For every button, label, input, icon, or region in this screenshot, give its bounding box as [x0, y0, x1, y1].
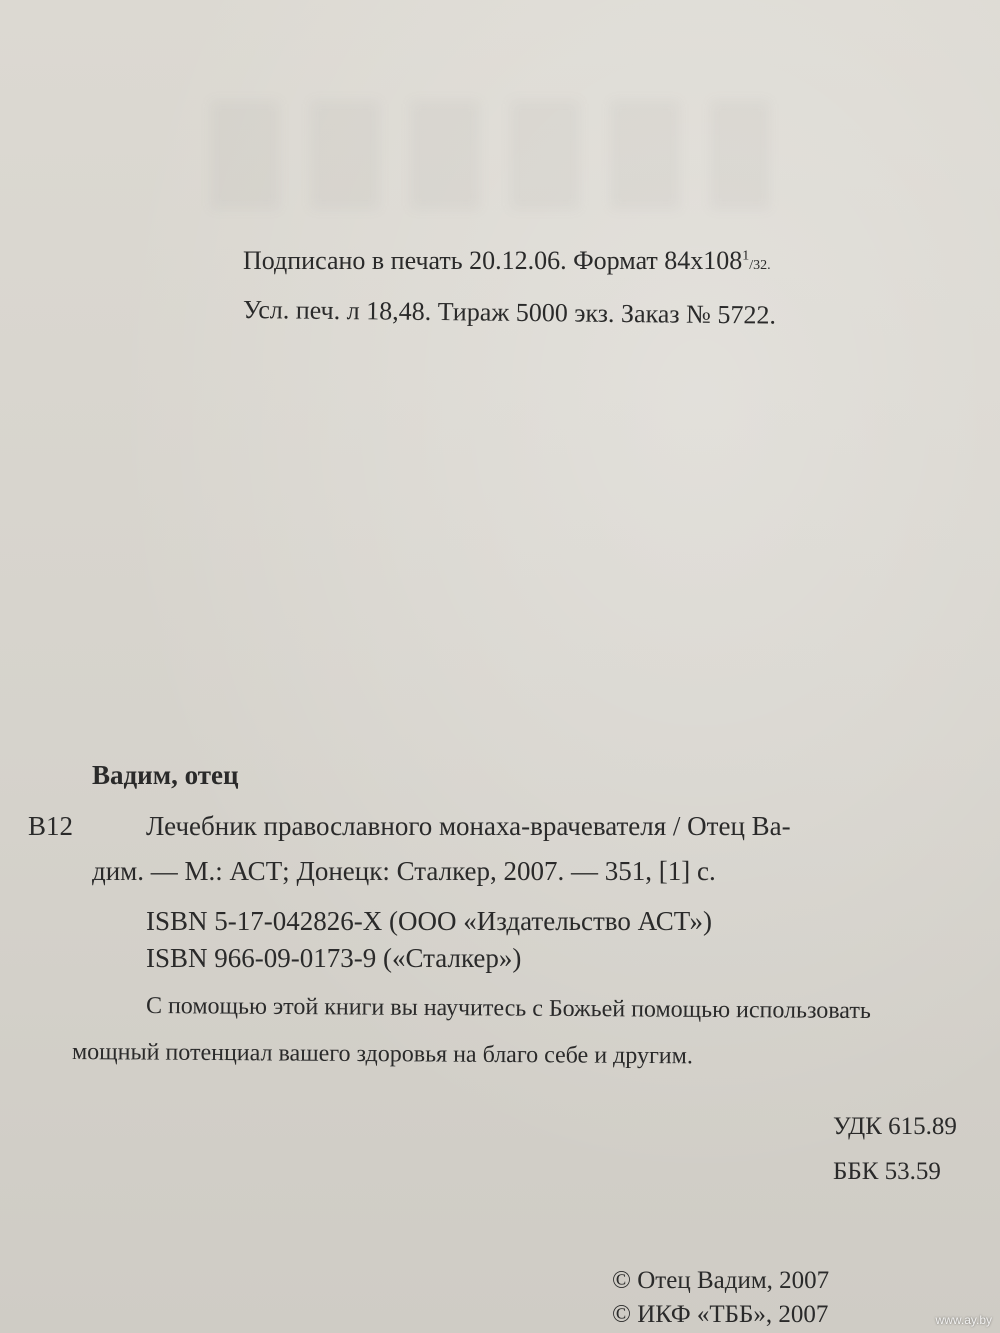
site-watermark: www.ay.by — [935, 1313, 992, 1327]
isbn-line-2: ISBN 966-09-0173-9 («Сталкер») — [146, 943, 522, 973]
isbn-line-1: ISBN 5-17-042826-X (ООО «Издательство АСТ») — [146, 906, 713, 936]
format-fraction-numerator: 1 — [742, 248, 750, 264]
annotation-line-1: С помощью этой книги вы научитесь с Божьей помощью использовать — [145, 993, 871, 1025]
catalog-code: В12 — [28, 811, 74, 841]
title-line-2: дим. — М.: АСТ; Донецк: Сталкер, 2007. — 351, [1] с. — [92, 856, 716, 886]
copyright-line-1: © Отец Вадим, 2007 — [612, 1267, 830, 1294]
bbk-code: ББК 53.59 — [833, 1158, 941, 1185]
imprint-signed-format: Подписано в печать 20.12.06. Формат 84x108 — [243, 246, 743, 275]
imprint-line-1 — [243, 248, 771, 274]
imprint-line-2: Усл. печ. л 18,48. Тираж 5000 экз. Заказ № 5722. — [242, 295, 777, 330]
show-through-text — [210, 100, 770, 210]
format-fraction-denominator: /32. — [749, 258, 771, 273]
title-line-1: Лечебник православного монаха-врачевателя / Отец Ва- — [146, 811, 791, 841]
author-heading: Вадим, отец — [92, 760, 239, 790]
annotation-line-2: мощный потенциал вашего здоровья на благо себе и другим. — [71, 1039, 693, 1070]
copyright-line-2: © ИКФ «ТББ», 2007 — [612, 1301, 829, 1328]
udk-code: УДК 615.89 — [833, 1113, 957, 1140]
